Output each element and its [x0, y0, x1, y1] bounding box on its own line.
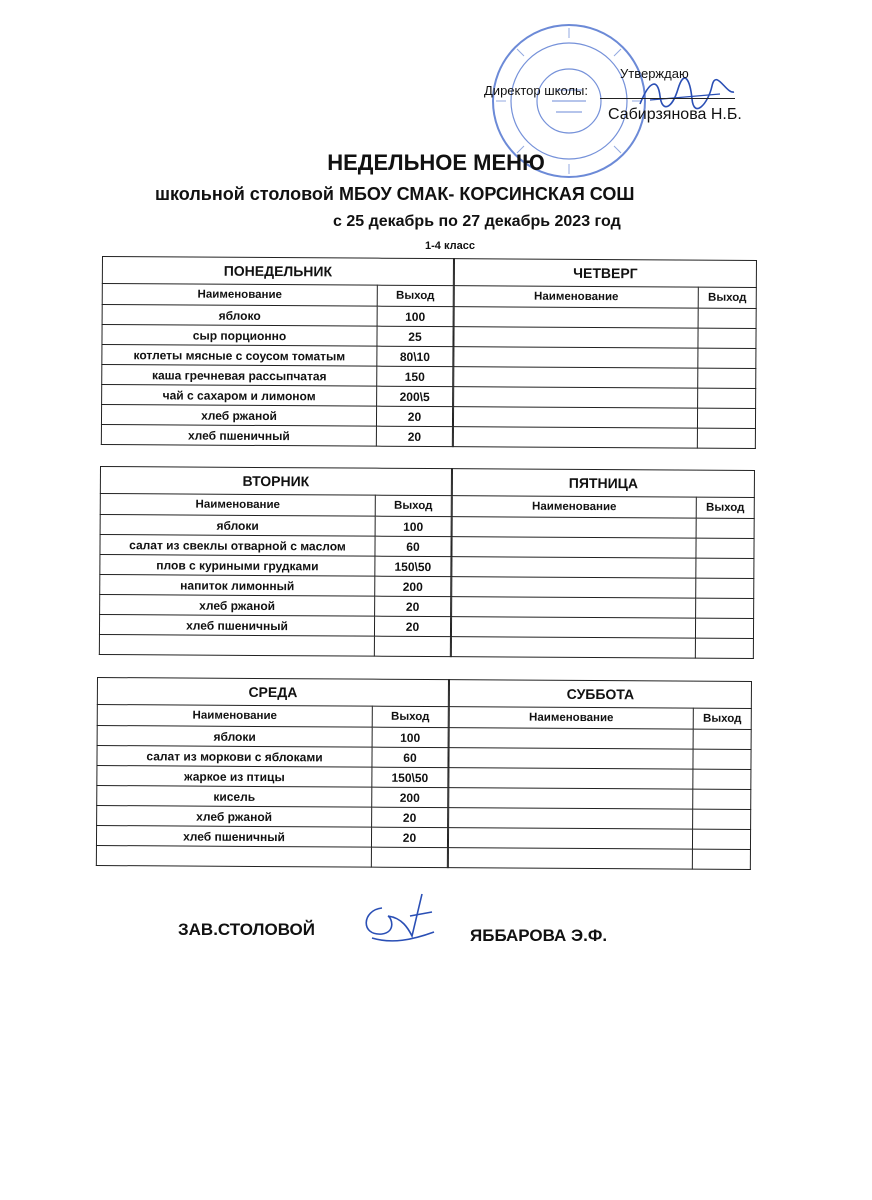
dish-name: плов с куриными грудками [100, 555, 375, 577]
dish-name [452, 537, 696, 558]
dish-portion [693, 789, 751, 809]
column-header-portion: Выход [372, 706, 448, 727]
table-row [96, 845, 750, 869]
signature-line [600, 98, 735, 99]
column-header-portion: Выход [375, 495, 451, 516]
director-label: Директор школы: [484, 83, 588, 98]
dish-portion [693, 749, 751, 769]
dish-portion: 20 [372, 807, 448, 827]
dish-portion: 60 [372, 747, 448, 767]
dish-portion: 200 [375, 576, 451, 596]
cafeteria-head-signature [352, 888, 442, 958]
footer-position: ЗАВ.СТОЛОВОЙ [178, 920, 315, 939]
column-header-portion: Выход [696, 497, 754, 518]
table-row [99, 634, 753, 658]
column-header-portion: Выход [377, 285, 453, 306]
dish-portion [698, 368, 756, 388]
dish-name [453, 407, 697, 428]
dish-name [452, 517, 696, 538]
dish-name: салат из свеклы отварной с маслом [100, 535, 375, 557]
day-header-left: ВТОРНИК [100, 467, 451, 496]
column-header-name: Наименование [452, 496, 696, 518]
dish-name [449, 748, 693, 769]
dish-portion: 20 [376, 406, 452, 426]
column-header-portion: Выход [693, 708, 751, 729]
dish-portion [697, 408, 755, 428]
dish-name [448, 848, 692, 869]
dish-name: хлеб ржаной [101, 405, 376, 427]
dish-portion: 80\10 [377, 346, 453, 366]
dish-portion: 20 [375, 596, 451, 616]
dish-name [454, 367, 698, 388]
dish-name: салат из моркови с яблоками [97, 746, 372, 768]
dish-portion [693, 729, 751, 749]
day-header-left: ПОНЕДЕЛЬНИК [102, 257, 453, 286]
dish-name: хлеб пшеничный [99, 615, 374, 637]
column-header-name: Наименование [449, 707, 693, 729]
dish-portion: 100 [377, 306, 453, 326]
dish-name: хлеб пшеничный [101, 424, 376, 446]
column-header-name: Наименование [102, 284, 377, 307]
dish-portion: 20 [371, 827, 447, 847]
column-header-name: Наименование [454, 286, 698, 308]
dish-portion [693, 769, 751, 789]
page-title: НЕДЕЛЬНОЕ МЕНЮ [327, 150, 545, 175]
dish-name [452, 557, 696, 578]
approval-label: Утверждаю [620, 66, 689, 81]
dish-portion: 20 [376, 426, 452, 446]
dish-portion [696, 558, 754, 578]
dish-name [449, 788, 693, 809]
dish-portion: 200\5 [377, 386, 453, 406]
dish-name: яблоки [97, 726, 372, 748]
dish-name [449, 728, 693, 749]
dish-portion [693, 809, 751, 829]
dish-portion [695, 638, 753, 658]
day-header-left: СРЕДА [97, 678, 448, 707]
grade-label: 1-4 класс [425, 240, 475, 252]
day-header-right: СУББОТА [449, 680, 751, 709]
footer-name: ЯББАРОВА Э.Ф. [470, 926, 608, 945]
dish-name [454, 347, 698, 368]
dish-name: котлеты мясные с соусом томатым [102, 345, 377, 367]
director-name: Сабирзянова Н.Б. [608, 106, 742, 123]
dish-name [454, 327, 698, 348]
page-subtitle: школьной столовой МБОУ СМАК- КОРСИНСКАЯ СОШ [155, 184, 635, 204]
dish-name: хлеб ржаной [97, 806, 372, 828]
dish-portion [374, 636, 450, 656]
dish-name: кисель [97, 786, 372, 808]
column-header-name: Наименование [100, 494, 375, 517]
menu-table-2 [99, 466, 755, 659]
dish-name: сыр порционно [102, 325, 377, 347]
dish-name: каша гречневая рассыпчатая [102, 365, 377, 387]
column-header-portion: Выход [698, 287, 756, 308]
dish-portion: 150 [377, 366, 453, 386]
dish-portion: 100 [372, 727, 448, 747]
dish-portion: 25 [377, 326, 453, 346]
dish-portion: 60 [375, 536, 451, 556]
dish-name [449, 768, 693, 789]
dish-name [451, 637, 695, 658]
dish-portion [696, 518, 754, 538]
dish-name [453, 427, 697, 448]
dish-portion: 150\50 [372, 767, 448, 787]
menu-table-3 [96, 677, 752, 870]
date-range: с 25 декабрь по 27 декабрь 2023 год [333, 213, 621, 230]
dish-name [449, 808, 693, 829]
dish-name [454, 387, 698, 408]
dish-portion [698, 328, 756, 348]
dish-name [452, 597, 696, 618]
dish-portion: 150\50 [375, 556, 451, 576]
dish-portion [692, 849, 750, 869]
dish-name: яблоки [100, 515, 375, 537]
dish-name: жаркое из птицы [97, 766, 372, 788]
dish-portion: 200 [372, 787, 448, 807]
dish-name [451, 617, 695, 638]
column-header-name: Наименование [97, 705, 372, 728]
day-header-right: ПЯТНИЦА [452, 469, 754, 498]
dish-name: чай с сахаром и лимоном [102, 385, 377, 407]
dish-name: хлеб пшеничный [96, 826, 371, 848]
dish-name [448, 828, 692, 849]
dish-portion: 20 [374, 616, 450, 636]
dish-name [96, 845, 371, 867]
dish-portion [696, 578, 754, 598]
dish-portion [698, 348, 756, 368]
dish-portion [696, 598, 754, 618]
dish-portion [692, 829, 750, 849]
dish-name: хлеб ржаной [100, 595, 375, 617]
dish-name: яблоко [102, 305, 377, 327]
dish-portion [697, 428, 755, 448]
dish-portion [695, 618, 753, 638]
dish-portion [698, 388, 756, 408]
dish-name [452, 577, 696, 598]
dish-name [99, 634, 374, 656]
dish-name [454, 307, 698, 328]
dish-portion [698, 308, 756, 328]
table-row [101, 424, 755, 448]
day-header-right: ЧЕТВЕРГ [454, 259, 756, 288]
dish-portion: 100 [375, 516, 451, 536]
dish-name: напиток лимонный [100, 575, 375, 597]
dish-portion [696, 538, 754, 558]
dish-portion [371, 847, 447, 867]
menu-table-1 [101, 256, 757, 449]
